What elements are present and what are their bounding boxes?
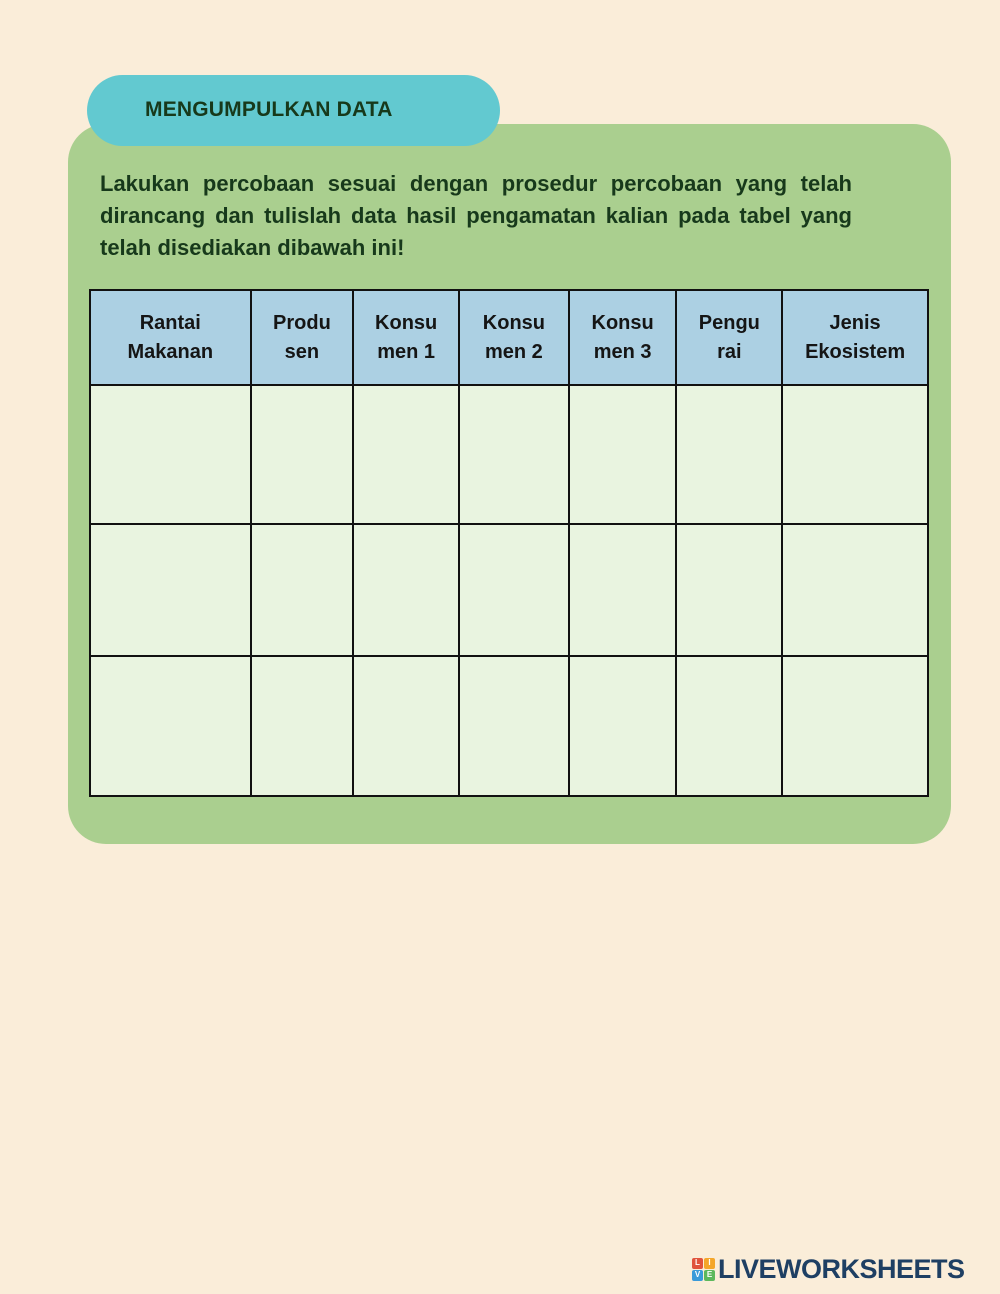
- liveworksheets-logo-icon: [692, 1258, 715, 1281]
- answer-cell-pengurai[interactable]: [676, 385, 782, 524]
- liveworksheets-brand: [692, 1255, 965, 1283]
- answer-cell-jenis-ekosistem[interactable]: [782, 656, 928, 796]
- header-pengurai: Pengu rai: [676, 290, 782, 385]
- answer-cell-jenis-ekosistem[interactable]: [782, 385, 928, 524]
- answer-cell-produsen[interactable]: [251, 524, 354, 656]
- answer-cell-jenis-ekosistem[interactable]: [782, 524, 928, 656]
- answer-cell-konsumen-3[interactable]: [569, 656, 677, 796]
- instructions-text: Lakukan percobaan sesuai dengan prosedur percobaan yang telah dirancang dan tulislah data hasil pengamatan kalian pada tabel yang telah disediakan dibawah ini!: [100, 171, 852, 260]
- answer-cell-konsumen-1[interactable]: [353, 385, 459, 524]
- answer-cell-rantai-makanan[interactable]: [90, 656, 251, 796]
- table-row: [90, 656, 928, 796]
- section-badge-label: MENGUMPULKAN DATA: [145, 98, 393, 121]
- brand-name: LIVEWORKSHEETS: [718, 1253, 965, 1284]
- answer-cell-pengurai[interactable]: [676, 524, 782, 656]
- header-konsumen-2: Konsu men 2: [459, 290, 569, 385]
- table-row: [90, 385, 928, 524]
- answer-cell-konsumen-3[interactable]: [569, 385, 677, 524]
- answer-cell-konsumen-3[interactable]: [569, 524, 677, 656]
- answer-cell-pengurai[interactable]: [676, 656, 782, 796]
- observation-table: [89, 289, 929, 797]
- table-header-row: [90, 290, 928, 385]
- answer-cell-konsumen-2[interactable]: [459, 524, 569, 656]
- table-row: [90, 524, 928, 656]
- logo-letter: V: [692, 1270, 703, 1281]
- logo-letter: E: [704, 1270, 715, 1281]
- answer-cell-produsen[interactable]: [251, 656, 354, 796]
- answer-cell-konsumen-2[interactable]: [459, 656, 569, 796]
- header-konsumen-1: Konsu men 1: [353, 290, 459, 385]
- answer-cell-rantai-makanan[interactable]: [90, 385, 251, 524]
- answer-cell-konsumen-1[interactable]: [353, 524, 459, 656]
- section-badge: [87, 75, 500, 146]
- answer-cell-konsumen-2[interactable]: [459, 385, 569, 524]
- header-konsumen-3: Konsu men 3: [569, 290, 677, 385]
- header-rantai-makanan: Rantai Makanan: [90, 290, 251, 385]
- header-jenis-ekosistem: Jenis Ekosistem: [782, 290, 928, 385]
- header-produsen: Produ sen: [251, 290, 354, 385]
- answer-cell-konsumen-1[interactable]: [353, 656, 459, 796]
- logo-letter: I: [704, 1258, 715, 1269]
- logo-letter: L: [692, 1258, 703, 1269]
- answer-cell-produsen[interactable]: [251, 385, 354, 524]
- answer-cell-rantai-makanan[interactable]: [90, 524, 251, 656]
